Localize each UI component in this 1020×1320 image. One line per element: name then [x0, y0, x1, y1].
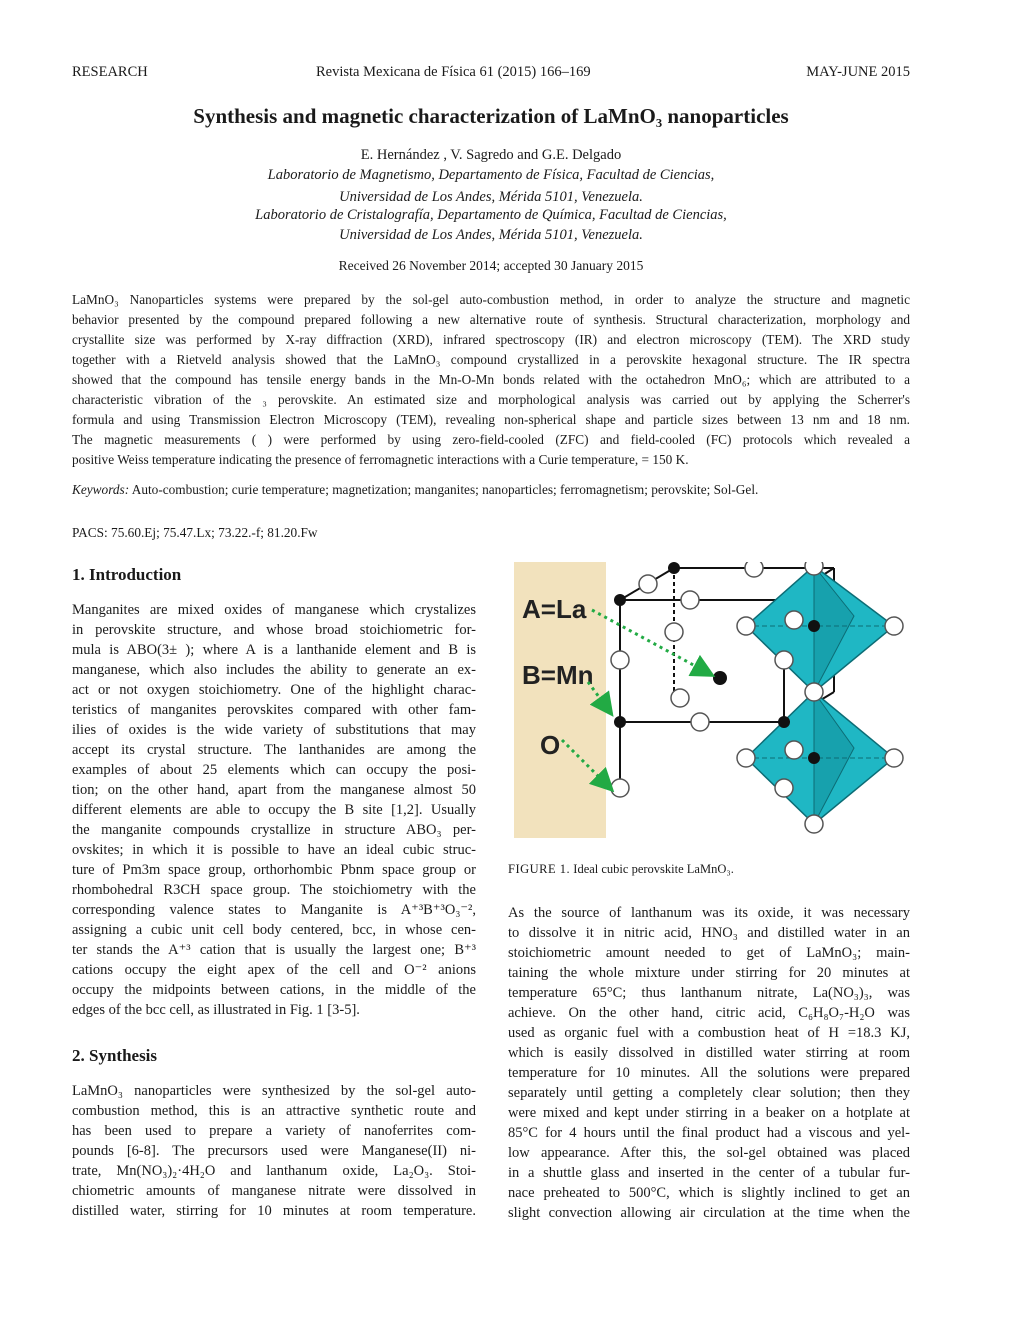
keywords-text: Auto-combustion; curie temperature; magnetization; manganites; nanoparticles; ferromagnetism; perovskite; Sol-Gel.	[131, 482, 759, 497]
la-atom-center	[713, 671, 727, 685]
keywords-label: Keywords:	[72, 482, 130, 497]
running-header	[72, 64, 910, 82]
abstract-line: crystallite size was performed by X-ray diffraction (XRD), infrared spectroscopy (IR) and electron microscopy (TEM). The XRD study	[72, 332, 910, 347]
abstract-line: LaMnO₃ Nanoparticles systems were prepared by the sol-gel auto-combustion method, in order to analyze the structure and magnetic	[72, 292, 910, 307]
figure-perovskite-structure	[514, 562, 910, 838]
label-a-site: A=La	[522, 594, 587, 624]
body-line: low appearance. After this, the sol-gel obtained was placed	[508, 1145, 910, 1161]
body-line: were mixed and kept under stirring in a beaker on a hotplate at	[508, 1105, 910, 1121]
body-line: trate, Mn(NO₃)₂·4H₂O and lanthanum oxide, La₂O₃. Stoi-	[72, 1163, 476, 1179]
body-line: tion; on the other hand, apart from the manganese almost 50	[72, 782, 476, 798]
body-line: which is easily dissolved in distilled water stirring at room	[508, 1045, 910, 1061]
body-line: corresponding valence states to Manganite is A⁺³B⁺³O₃⁻²,	[72, 902, 476, 918]
affiliation-line: Universidad de Los Andes, Mérida 5101, Venezuela.	[339, 189, 643, 205]
paper-title: Synthesis and magnetic characterization of LaMnO₃ nanoparticles	[193, 104, 789, 128]
body-line: cations occupy the eight apex of the cell and O⁻² anions	[72, 962, 476, 978]
body-line: taining the whole mixture under stirring for 20 minutes at	[508, 965, 910, 981]
body-line: As the source of lanthanum was its oxide, it was necessary	[508, 905, 910, 921]
body-line: ovskites; in which it is possible to have an ideal cubic struc-	[72, 842, 476, 858]
abstract-line: characteristic vibration of the ₃ perovskite. An estimated size and morphological analysis was carried out by applying the Scherrer's	[72, 392, 910, 407]
abstract-line: showed that the compound has tensile energy bands in the Mn-O-Mn bonds related with the octahedron MnO₆; which are attributed to a	[72, 372, 910, 387]
header-section-label: RESEARCH	[72, 64, 148, 80]
body-line: the manganite compounds crystallize in structure ABO₃ per-	[72, 822, 476, 838]
perovskite-illustration	[514, 562, 910, 838]
abstract-line: positive Weiss temperature indicating the presence of ferromagnetic interactions with a Curie temperature, = 150 K.	[72, 452, 689, 467]
section-heading-synthesis: 2. Synthesis	[72, 1046, 158, 1065]
body-line: achieve. On the other hand, citric acid, C₆H₈O₇-H₂O was	[508, 1005, 910, 1021]
introduction-body	[72, 600, 476, 1020]
section-heading-introduction: 1. Introduction	[72, 565, 182, 584]
body-line: nace preheated to 500°C, which is slightly inclined to get an	[508, 1185, 910, 1201]
keywords	[72, 482, 910, 498]
body-line: ter stands the A⁺³ cation that is usually the largest one; B⁺³	[72, 942, 476, 958]
abstract-line: together with a Rietveld analysis showed that the LaMnO₃ compound crystallized in a perovskite hexagonal structure. The IR spectra	[72, 352, 910, 367]
header-issue-date: MAY-JUNE 2015	[806, 64, 910, 80]
body-line: slight convection allowing air circulation at the time when the	[508, 1205, 910, 1221]
body-line: separately until getting a completely clear solution; then they	[508, 1085, 910, 1101]
affiliation-line: Laboratorio de Magnetismo, Departamento de Física, Facultad de Ciencias,	[267, 167, 715, 183]
body-line: pounds [6-8]. The precursors used were Manganese(II) ni-	[72, 1143, 476, 1159]
body-line: in perovskite structure, and whose broad stoichiometric for-	[72, 622, 476, 638]
pacs-codes: PACS: 75.60.Ej; 75.47.Lx; 73.22.-f; 81.20.Fw	[72, 525, 318, 540]
label-oxygen: O	[540, 730, 561, 760]
body-line: teristics of manganites perovskites compared with other fam-	[72, 702, 476, 718]
body-line: act or not oxygen stoichiometry. One of the highlight charac-	[72, 682, 476, 698]
body-line: temperature 65°C; thus lanthanum nitrate, La(NO₃)₃, was	[508, 985, 910, 1001]
body-line: 85°C for 4 hours until the final product had a viscous and yel-	[508, 1125, 910, 1141]
figure-caption-label: FIGURE 1.	[508, 862, 571, 876]
author-list: E. Hernández , V. Sagredo and G.E. Delgado	[360, 147, 622, 163]
label-b-site: B=Mn	[522, 660, 594, 690]
body-line: accept its crystal structure. The lanthanides are among the	[72, 742, 476, 758]
header-journal-citation: Revista Mexicana de Física 61 (2015) 166–169	[316, 64, 591, 80]
body-line: in a shuttle glass and inserted in the center of a tubular fur-	[508, 1165, 910, 1181]
abstract-line: formula and using Transmission Electron Microscopy (TEM), revealing non-spherical shape and particle sizes between 13 nm and 18 nm.	[72, 412, 910, 427]
body-line: stoichiometric amount needed to get of LaMnO₃; main-	[508, 945, 910, 961]
body-line: to dissolve it in nitric acid, HNO₃ and distilled water in an	[508, 925, 910, 941]
body-line: Manganites are mixed oxides of manganese which crystalizes	[72, 602, 476, 618]
body-line: distilled water, stirring for 10 minutes at room temperature.	[72, 1203, 476, 1219]
body-line: used as organic fuel with a combustion heat of H =18.3 KJ,	[508, 1025, 910, 1041]
figure-caption-text: Ideal cubic perovskite LaMnO₃.	[573, 862, 734, 876]
received-dates: Received 26 November 2014; accepted 30 January 2015	[338, 258, 644, 273]
body-line: different elements are able to occupy the B site [1,2]. Usually	[72, 802, 476, 818]
abstract-line: behavior presented by the compound prepared following a new alternative route of synthesis. Structural characterization, morphology and	[72, 312, 910, 327]
synthesis-body-continued	[508, 903, 910, 1223]
body-line: ture of Pm3m space group, orthorhombic Pbnm space group or	[72, 862, 476, 878]
abstract	[72, 290, 910, 470]
affiliation-line: Universidad de Los Andes, Mérida 5101, Venezuela.	[339, 227, 643, 243]
body-line: examples of about 25 elements which can occupy the posi-	[72, 762, 476, 778]
body-line: has been used to prepare a variety of nanoferrites com-	[72, 1123, 476, 1139]
body-line: occupy the midpoints between cations, in the middle of the	[72, 982, 476, 998]
body-line: mula is ABO(3± ); where A is a lanthanide element and B is	[72, 642, 476, 658]
body-line: manganese, which also includes the ability to generate an ex-	[72, 662, 476, 678]
body-line: combustion method, this is an attractive synthetic route and	[72, 1103, 476, 1119]
body-line: edges of the bcc cell, as illustrated in Fig. 1 [3-5].	[72, 1002, 360, 1018]
abstract-line: The magnetic measurements ( ) were performed by using zero-field-cooled (ZFC) and field-cooled (FC) protocols which revealed a	[72, 432, 910, 447]
body-line: rhombohedral R3CH space group. The stoichiometry with the	[72, 882, 476, 898]
body-line: temperature for 10 minutes. All the solutions were prepared	[508, 1065, 910, 1081]
body-line: ilies of oxides is the wide variety of substitutions that may	[72, 722, 476, 738]
body-line: assigning a cubic unit cell body centered, bcc, in whose cen-	[72, 922, 476, 938]
figure-caption	[508, 862, 734, 877]
body-line: chiometric amounts of manganese nitrate were dissolved in	[72, 1183, 476, 1199]
mno6-octahedron-top	[746, 566, 894, 692]
body-line: LaMnO₃ nanoparticles were synthesized by the sol-gel auto-	[72, 1083, 476, 1099]
synthesis-body	[72, 1081, 476, 1221]
affiliation-line: Laboratorio de Cristalografía, Departamento de Química, Facultad de Ciencias,	[255, 207, 727, 223]
